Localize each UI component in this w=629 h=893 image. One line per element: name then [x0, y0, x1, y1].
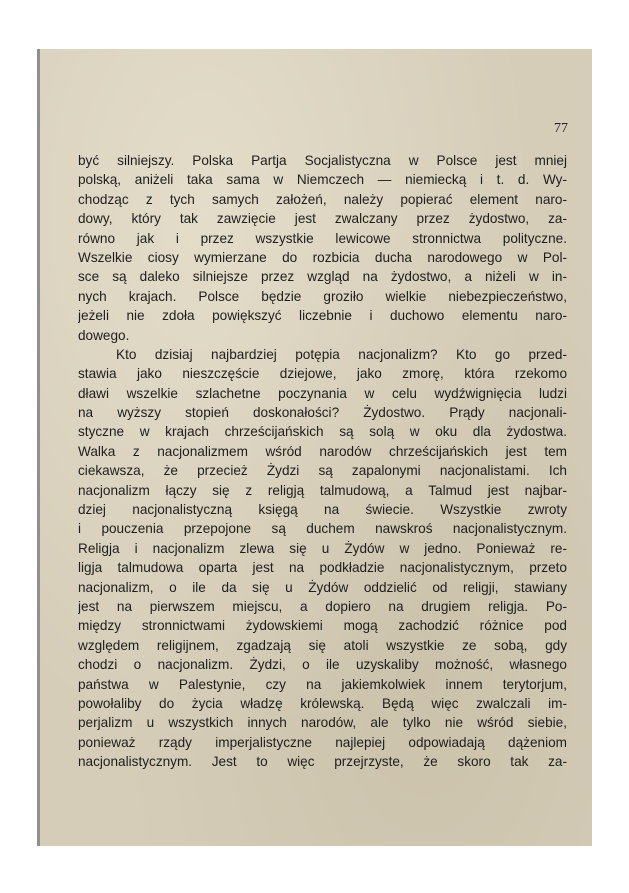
text-line: ciekawsza, że przecież Żydzi są zapalonymi nacjonalistami. Ich [78, 463, 567, 479]
text-line: styczne w krajach chrześcijańskich są solą w oku dla żydostwa. [78, 424, 567, 440]
page-number: 77 [554, 121, 568, 136]
text-line: być silniejszy. Polska Partja Socjalistyczna w Polsce jest mniej [78, 153, 567, 168]
text-line: dowego. [78, 327, 130, 343]
text-line: równo jak i przez wszystkie lewicowe stronnictwa polityczne. [78, 230, 567, 246]
text-line: ponieważ rządy imperjalistyczne najlepiej odpowiadają dążeniom [78, 734, 567, 750]
text-line: ligja talmudowa oparta jest na podkładzie nacjonalistycznym, przeto [78, 560, 567, 576]
text-line: jeżeli nie zdoła powiększyć liczebnie i duchowo elementu naro- [78, 308, 567, 324]
text-line: na wyższy stopień doskonałości? Żydostwo. Prądy nacjonali- [78, 405, 567, 421]
text-line: Walka z nacjonalizmem wśród narodów chrześcijańskich jest tem [78, 443, 567, 459]
text-line: dowy, który tak zawzięcie jest zwalczany przez żydostwo, za- [78, 211, 567, 227]
text-line: polską, aniżeli taka sama w Niemczech — niemiecką i t. d. Wy- [78, 172, 567, 188]
text-line: między stronnictwami żydowskiemi mogą zachodzić różnice pod [78, 618, 567, 634]
text-line: państwa w Palestynie, czy na jakiemkolwiek innem terytorjum, [78, 676, 567, 692]
scanned-page [37, 49, 592, 846]
text-line: sce są daleko silniejsze przez wzgląd na żydostwo, a niżeli w in- [78, 269, 567, 285]
text-line: chodzi o nacjonalizm. Żydzi, o ile uzyskaliby możność, własnego [78, 657, 567, 673]
text-line: powołaliby do życia władzę królewską. Będą więc zwalczali im- [78, 695, 567, 711]
text-line: i pouczenia przepojone są duchem nawskroś nacjonalistycznym. [78, 521, 567, 537]
text-line: perjalizm u wszystkich innych narodów, ale tylko nie wśród siebie, [78, 715, 567, 731]
text-line: względem religijnem, zgadzają się atoli wszystkie ze sobą, gdy [78, 637, 567, 653]
text-line: nacjonalizm łączy się z religją talmudową, a Talmud jest najbar- [78, 482, 567, 498]
text-line: nacjonalizm, o ile da się u Żydów oddzielić od religji, stawiany [78, 579, 567, 595]
text-line: jest na pierwszem miejscu, a dopiero na drugiem religja. Po- [78, 598, 567, 614]
text-line: Wszelkie ciosy wymierzane do rozbicia ducha narodowego w Pol- [78, 249, 567, 265]
text-line: chodząc z tych samych założeń, należy popierać element naro- [78, 191, 567, 207]
text-line: dławi wszelkie szlachetne poczynania w celu wydźwignięcia ludzi [78, 385, 567, 401]
text-line: dziej nacjonalistyczną księgą na świecie. Wszystkie zwroty [78, 502, 567, 518]
text-line: Religja i nacjonalizm zlewa się u Żydów w jedno. Ponieważ re- [78, 540, 567, 556]
page-left-edge [37, 49, 40, 846]
body-text [78, 151, 567, 772]
text-line: nych krajach. Polsce będzie groziło wielkie niebezpieczeństwo, [78, 288, 567, 304]
text-line: stawia jako nieszczęście dziejowe, jako zmorę, która rzekomo [78, 366, 567, 382]
text-line: Kto dzisiaj najbardziej potępia nacjonalizm? Kto go przed- [116, 346, 567, 362]
text-line: nacjonalistycznym. Jest to więc przejrzyste, że skoro tak za- [78, 754, 567, 770]
